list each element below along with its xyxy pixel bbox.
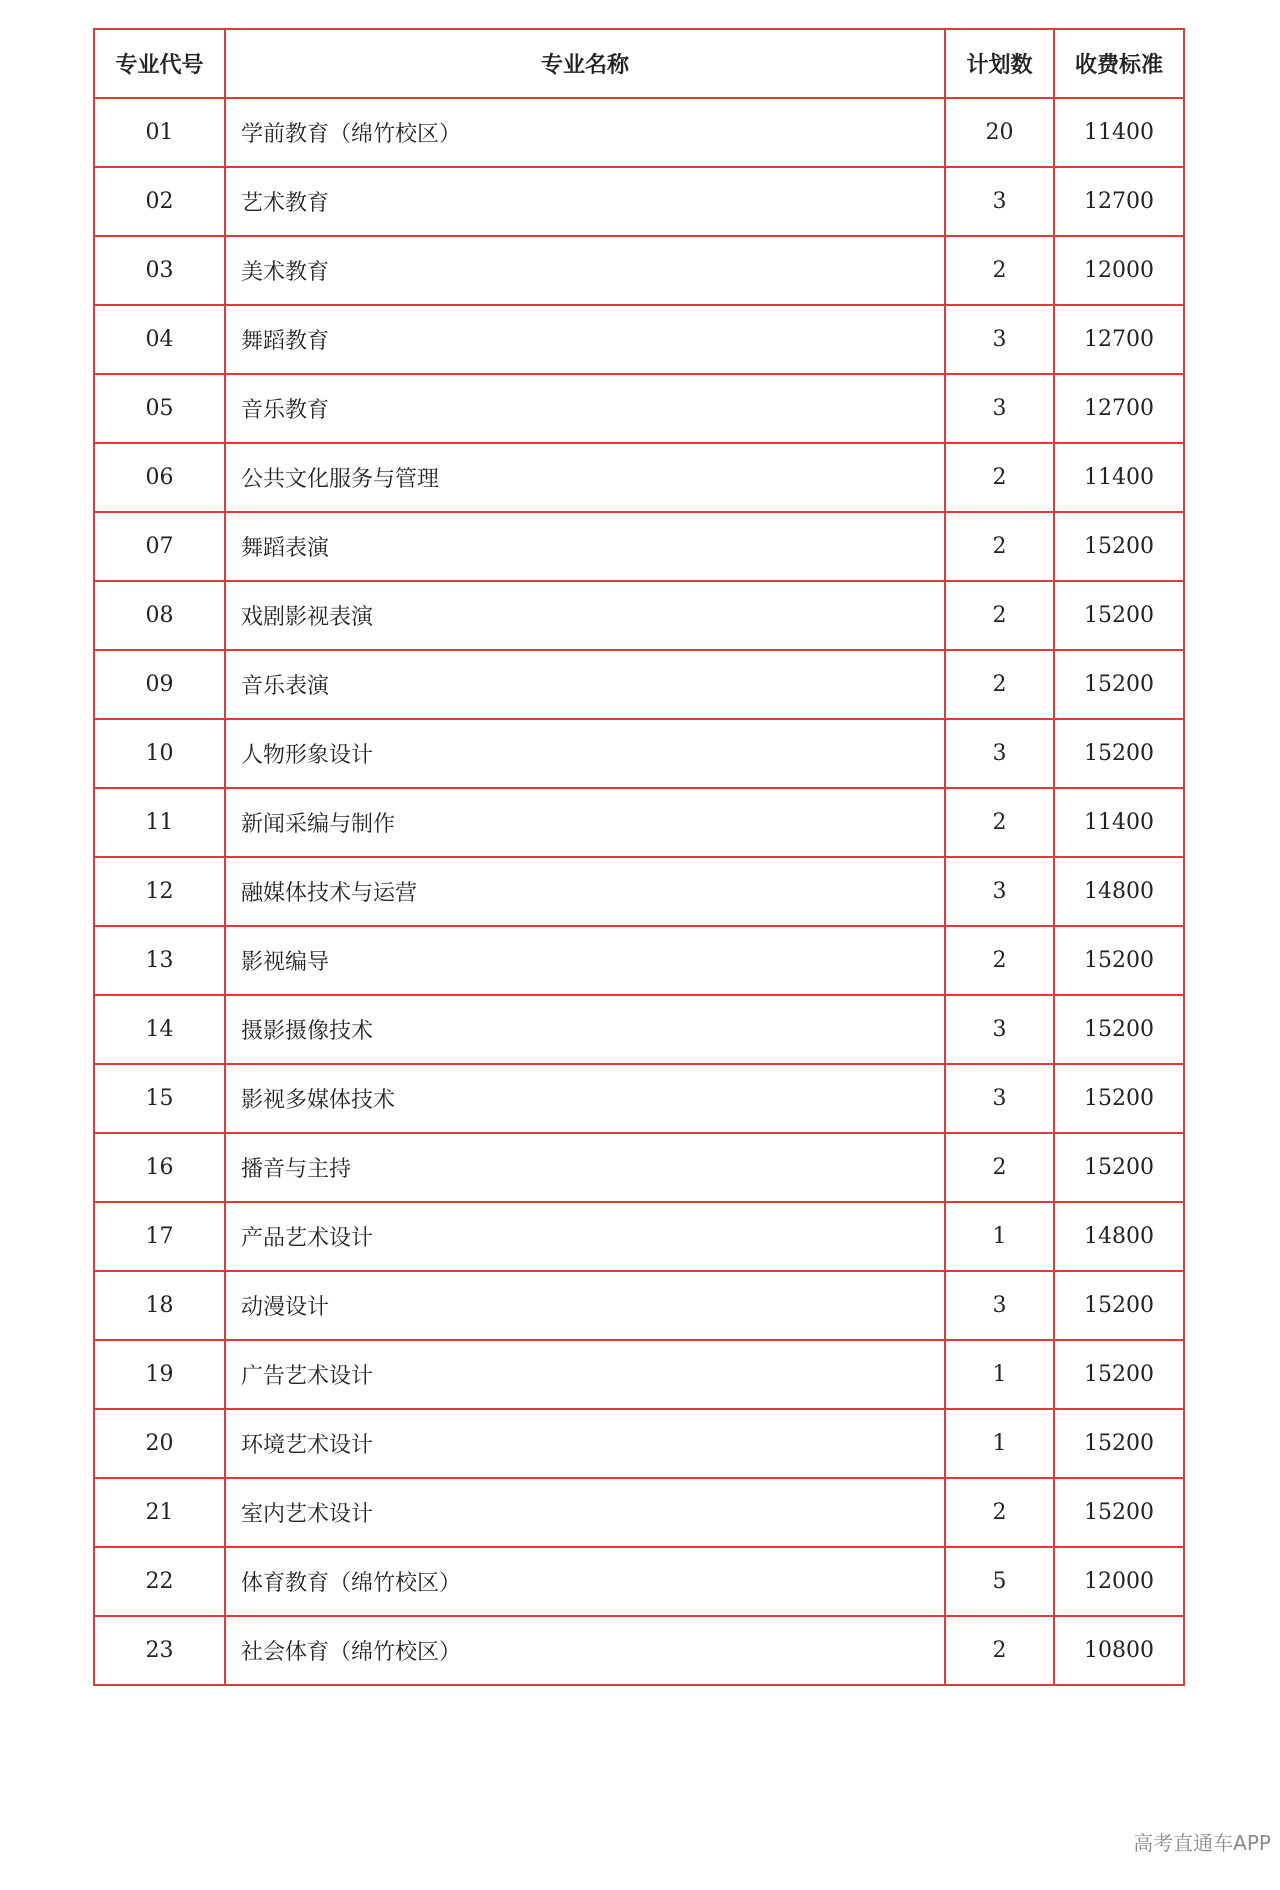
cell-fee: 11400 — [1054, 98, 1184, 167]
header-code: 专业代号 — [94, 29, 225, 98]
cell-name: 人物形象设计 — [225, 719, 945, 788]
table-row — [94, 512, 1184, 581]
cell-plan: 2 — [945, 650, 1054, 719]
table-row — [94, 1064, 1184, 1133]
cell-name: 播音与主持 — [225, 1133, 945, 1202]
cell-name: 体育教育（绵竹校区） — [225, 1547, 945, 1616]
cell-fee: 15200 — [1054, 926, 1184, 995]
cell-plan: 3 — [945, 857, 1054, 926]
table-row — [94, 1547, 1184, 1616]
cell-name: 学前教育（绵竹校区） — [225, 98, 945, 167]
cell-fee: 15200 — [1054, 719, 1184, 788]
cell-code: 11 — [94, 788, 225, 857]
table-row — [94, 1271, 1184, 1340]
cell-code: 16 — [94, 1133, 225, 1202]
table-body — [94, 98, 1184, 1685]
table-row — [94, 581, 1184, 650]
cell-name: 舞蹈表演 — [225, 512, 945, 581]
cell-code: 23 — [94, 1616, 225, 1685]
cell-fee: 15200 — [1054, 1133, 1184, 1202]
cell-fee: 12000 — [1054, 236, 1184, 305]
cell-fee: 14800 — [1054, 857, 1184, 926]
cell-plan: 20 — [945, 98, 1054, 167]
cell-name: 摄影摄像技术 — [225, 995, 945, 1064]
majors-table — [93, 28, 1185, 1686]
cell-fee: 12700 — [1054, 305, 1184, 374]
cell-plan: 2 — [945, 1616, 1054, 1685]
cell-name: 影视编导 — [225, 926, 945, 995]
cell-name: 公共文化服务与管理 — [225, 443, 945, 512]
cell-fee: 11400 — [1054, 443, 1184, 512]
header-name: 专业名称 — [225, 29, 945, 98]
table-row — [94, 1340, 1184, 1409]
cell-fee: 15200 — [1054, 1064, 1184, 1133]
cell-plan: 2 — [945, 443, 1054, 512]
table-row — [94, 1202, 1184, 1271]
cell-plan: 2 — [945, 1133, 1054, 1202]
header-row — [94, 29, 1184, 98]
table-row — [94, 374, 1184, 443]
table-row — [94, 443, 1184, 512]
cell-fee: 10800 — [1054, 1616, 1184, 1685]
cell-fee: 12700 — [1054, 374, 1184, 443]
table-row — [94, 788, 1184, 857]
header-plan: 计划数 — [945, 29, 1054, 98]
cell-fee: 14800 — [1054, 1202, 1184, 1271]
cell-plan: 3 — [945, 719, 1054, 788]
table-row — [94, 857, 1184, 926]
cell-plan: 5 — [945, 1547, 1054, 1616]
cell-name: 室内艺术设计 — [225, 1478, 945, 1547]
cell-code: 14 — [94, 995, 225, 1064]
cell-code: 17 — [94, 1202, 225, 1271]
cell-name: 音乐教育 — [225, 374, 945, 443]
cell-code: 04 — [94, 305, 225, 374]
cell-fee: 12000 — [1054, 1547, 1184, 1616]
cell-code: 15 — [94, 1064, 225, 1133]
cell-name: 戏剧影视表演 — [225, 581, 945, 650]
cell-code: 20 — [94, 1409, 225, 1478]
cell-code: 18 — [94, 1271, 225, 1340]
cell-fee: 11400 — [1054, 788, 1184, 857]
cell-code: 13 — [94, 926, 225, 995]
cell-plan: 2 — [945, 926, 1054, 995]
table-row — [94, 236, 1184, 305]
cell-plan: 2 — [945, 1478, 1054, 1547]
cell-plan: 1 — [945, 1340, 1054, 1409]
cell-code: 06 — [94, 443, 225, 512]
cell-plan: 3 — [945, 305, 1054, 374]
table-row — [94, 1133, 1184, 1202]
table-row — [94, 305, 1184, 374]
cell-name: 环境艺术设计 — [225, 1409, 945, 1478]
cell-code: 02 — [94, 167, 225, 236]
cell-code: 09 — [94, 650, 225, 719]
cell-fee: 15200 — [1054, 1340, 1184, 1409]
cell-code: 03 — [94, 236, 225, 305]
cell-code: 07 — [94, 512, 225, 581]
cell-fee: 15200 — [1054, 512, 1184, 581]
table-row — [94, 650, 1184, 719]
cell-code: 01 — [94, 98, 225, 167]
cell-plan: 3 — [945, 995, 1054, 1064]
cell-code: 22 — [94, 1547, 225, 1616]
table-row — [94, 1409, 1184, 1478]
cell-code: 19 — [94, 1340, 225, 1409]
cell-name: 产品艺术设计 — [225, 1202, 945, 1271]
cell-plan: 1 — [945, 1202, 1054, 1271]
cell-name: 美术教育 — [225, 236, 945, 305]
cell-fee: 15200 — [1054, 581, 1184, 650]
cell-name: 广告艺术设计 — [225, 1340, 945, 1409]
cell-plan: 2 — [945, 512, 1054, 581]
cell-code: 05 — [94, 374, 225, 443]
cell-name: 艺术教育 — [225, 167, 945, 236]
watermark-text: 高考直通车APP — [1133, 1831, 1271, 1855]
cell-plan: 3 — [945, 1271, 1054, 1340]
table-row — [94, 1616, 1184, 1685]
cell-name: 新闻采编与制作 — [225, 788, 945, 857]
cell-fee: 12700 — [1054, 167, 1184, 236]
cell-code: 10 — [94, 719, 225, 788]
cell-plan: 3 — [945, 167, 1054, 236]
cell-name: 影视多媒体技术 — [225, 1064, 945, 1133]
cell-name: 融媒体技术与运营 — [225, 857, 945, 926]
table-row — [94, 167, 1184, 236]
cell-fee: 15200 — [1054, 1478, 1184, 1547]
cell-plan: 2 — [945, 581, 1054, 650]
cell-code: 12 — [94, 857, 225, 926]
cell-fee: 15200 — [1054, 650, 1184, 719]
cell-name: 动漫设计 — [225, 1271, 945, 1340]
cell-plan: 2 — [945, 788, 1054, 857]
table-row — [94, 926, 1184, 995]
cell-plan: 1 — [945, 1409, 1054, 1478]
cell-code: 08 — [94, 581, 225, 650]
cell-name: 舞蹈教育 — [225, 305, 945, 374]
table-row — [94, 995, 1184, 1064]
cell-plan: 3 — [945, 374, 1054, 443]
cell-plan: 3 — [945, 1064, 1054, 1133]
table-row — [94, 719, 1184, 788]
cell-fee: 15200 — [1054, 995, 1184, 1064]
cell-fee: 15200 — [1054, 1409, 1184, 1478]
table-header — [94, 29, 1184, 98]
table-row — [94, 1478, 1184, 1547]
cell-name: 音乐表演 — [225, 650, 945, 719]
cell-name: 社会体育（绵竹校区） — [225, 1616, 945, 1685]
cell-fee: 15200 — [1054, 1271, 1184, 1340]
table-row — [94, 98, 1184, 167]
header-fee: 收费标准 — [1054, 29, 1184, 98]
cell-code: 21 — [94, 1478, 225, 1547]
cell-plan: 2 — [945, 236, 1054, 305]
